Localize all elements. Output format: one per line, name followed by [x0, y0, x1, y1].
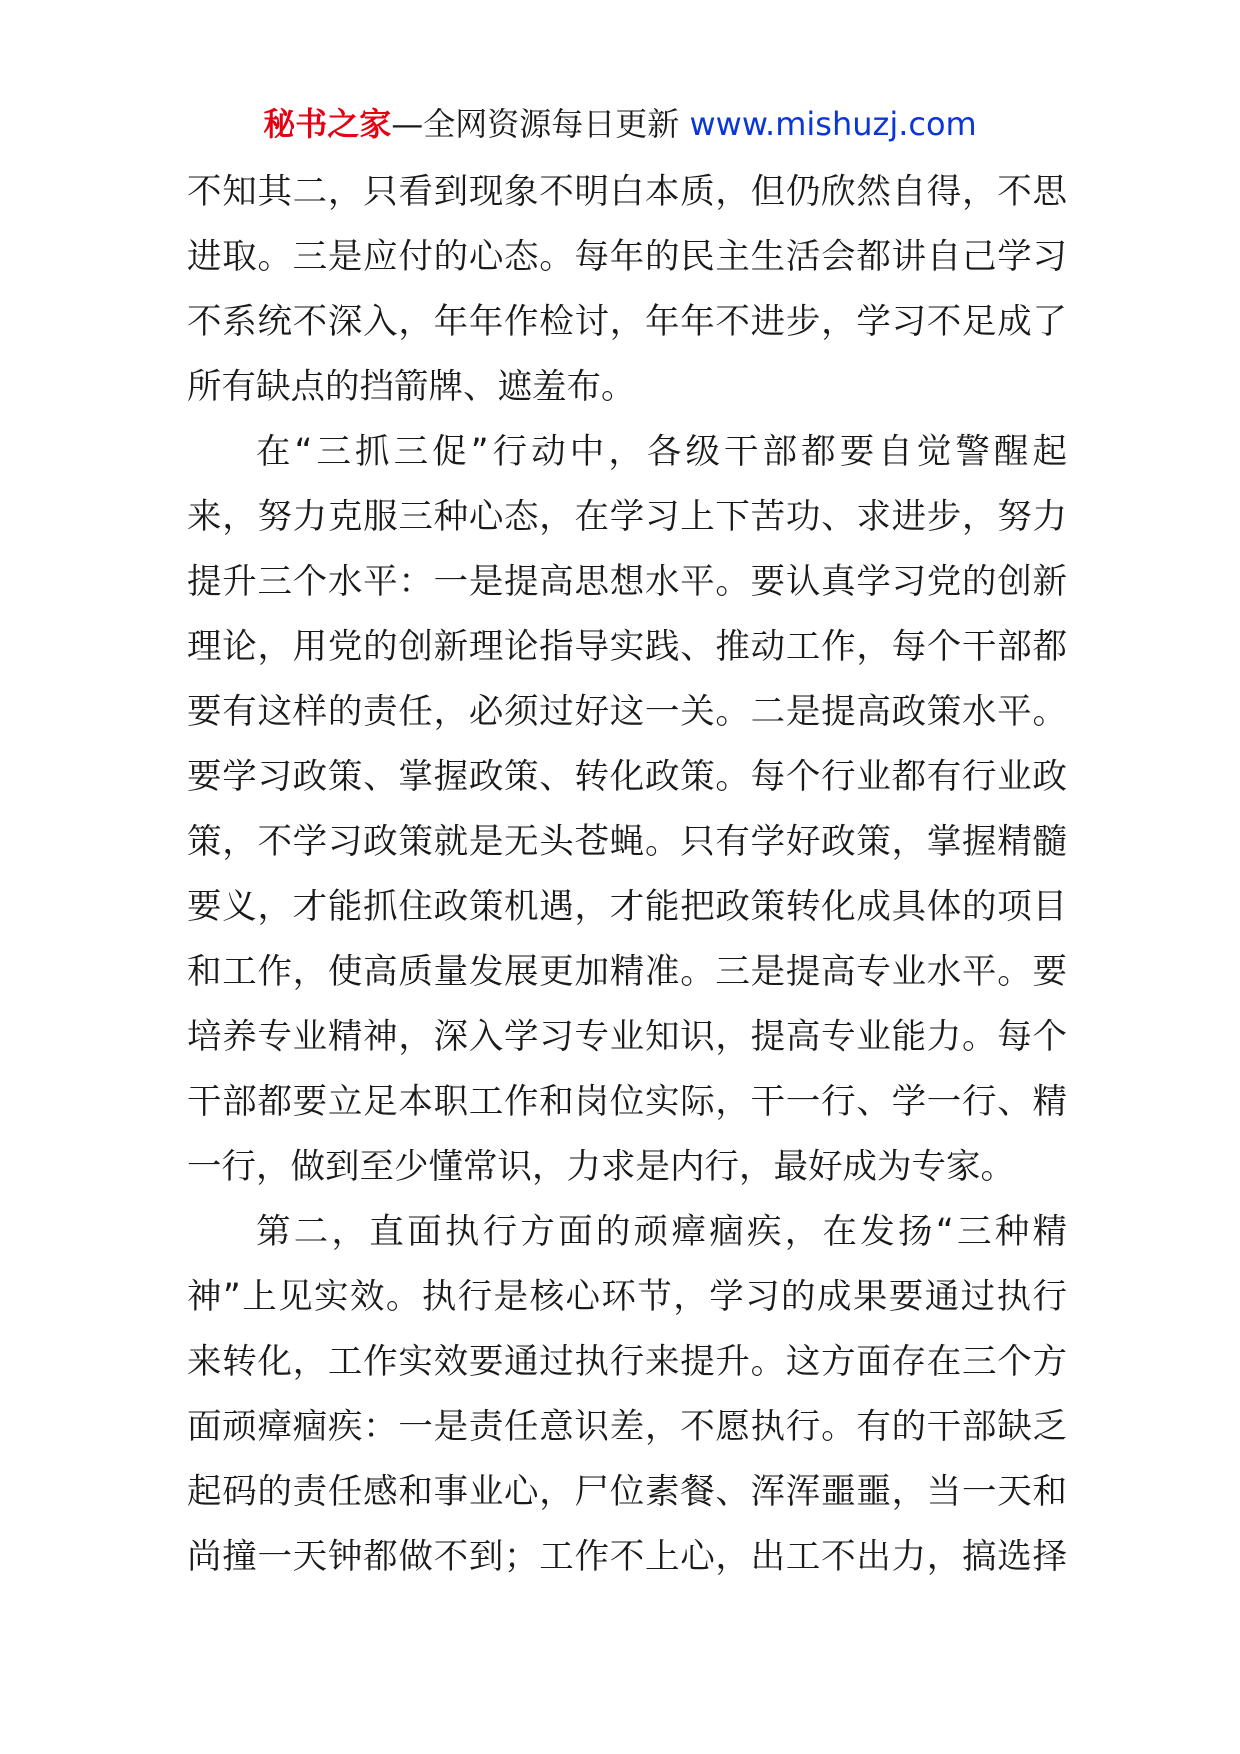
text-line: 起码的责任感和事业心，尸位素餐、浑浑噩噩，当一天和 — [187, 1472, 1067, 1512]
paragraph-first-line: 在“三抓三促”行动中，各级干部都要自觉警醒起 — [256, 432, 1067, 472]
text-line: 策，不学习政策就是无头苍蝇。只有学好政策，掌握精髓 — [187, 822, 1067, 862]
text-line: 不知其二，只看到现象不明白本质，但仍欣然自得，不思 — [187, 172, 1067, 212]
site-url-link[interactable]: www.mishuzj.com — [689, 105, 977, 143]
text-line: 所有缺点的挡箭牌、遮羞布。 — [187, 367, 636, 407]
brand-name: 秘书之家 — [263, 105, 392, 143]
text-line: 进取。三是应付的心态。每年的民主生活会都讲自己学习 — [187, 237, 1067, 277]
text-line: 和工作，使高质量发展更加精准。三是提高专业水平。要 — [187, 952, 1067, 992]
text-line: 来转化，工作实效要通过执行来提升。这方面存在三个方 — [187, 1342, 1067, 1382]
text-line: 神”上见实效。执行是核心环节，学习的成果要通过执行 — [187, 1277, 1067, 1317]
text-line: 提升三个水平：一是提高思想水平。要认真学习党的创新 — [187, 562, 1067, 602]
text-line: 要有这样的责任，必须过好这一关。二是提高政策水平。 — [187, 692, 1067, 732]
text-line: 培养专业精神，深入学习专业知识，提高专业能力。每个 — [187, 1017, 1067, 1057]
text-line: 一行，做到至少懂常识，力求是内行，最好成为专家。 — [187, 1147, 1015, 1187]
text-line: 尚撞一天钟都做不到；工作不上心，出工不出力，搞选择 — [187, 1537, 1067, 1577]
article-body — [187, 160, 1067, 1590]
text-line: 不系统不深入，年年作检讨，年年不进步，学习不足成了 — [187, 302, 1067, 342]
text-line: 来，努力克服三种心态，在学习上下苦功、求进步，努力 — [187, 497, 1067, 537]
text-line: 理论，用党的创新理论指导实践、推动工作，每个干部都 — [187, 627, 1067, 667]
text-line: 干部都要立足本职工作和岗位实际，干一行、学一行、精 — [187, 1082, 1067, 1122]
header-tagline: —全网资源每日更新 — [391, 105, 680, 143]
text-line: 面顽瘴痼疾：一是责任意识差，不愿执行。有的干部缺乏 — [187, 1407, 1067, 1447]
text-line: 要学习政策、掌握政策、转化政策。每个行业都有行业政 — [187, 757, 1067, 797]
paragraph-first-line: 第二，直面执行方面的顽瘴痼疾，在发扬“三种精 — [256, 1212, 1067, 1252]
text-line: 要义，才能抓住政策机遇，才能把政策转化成具体的项目 — [187, 887, 1067, 927]
site-header — [0, 100, 1240, 148]
